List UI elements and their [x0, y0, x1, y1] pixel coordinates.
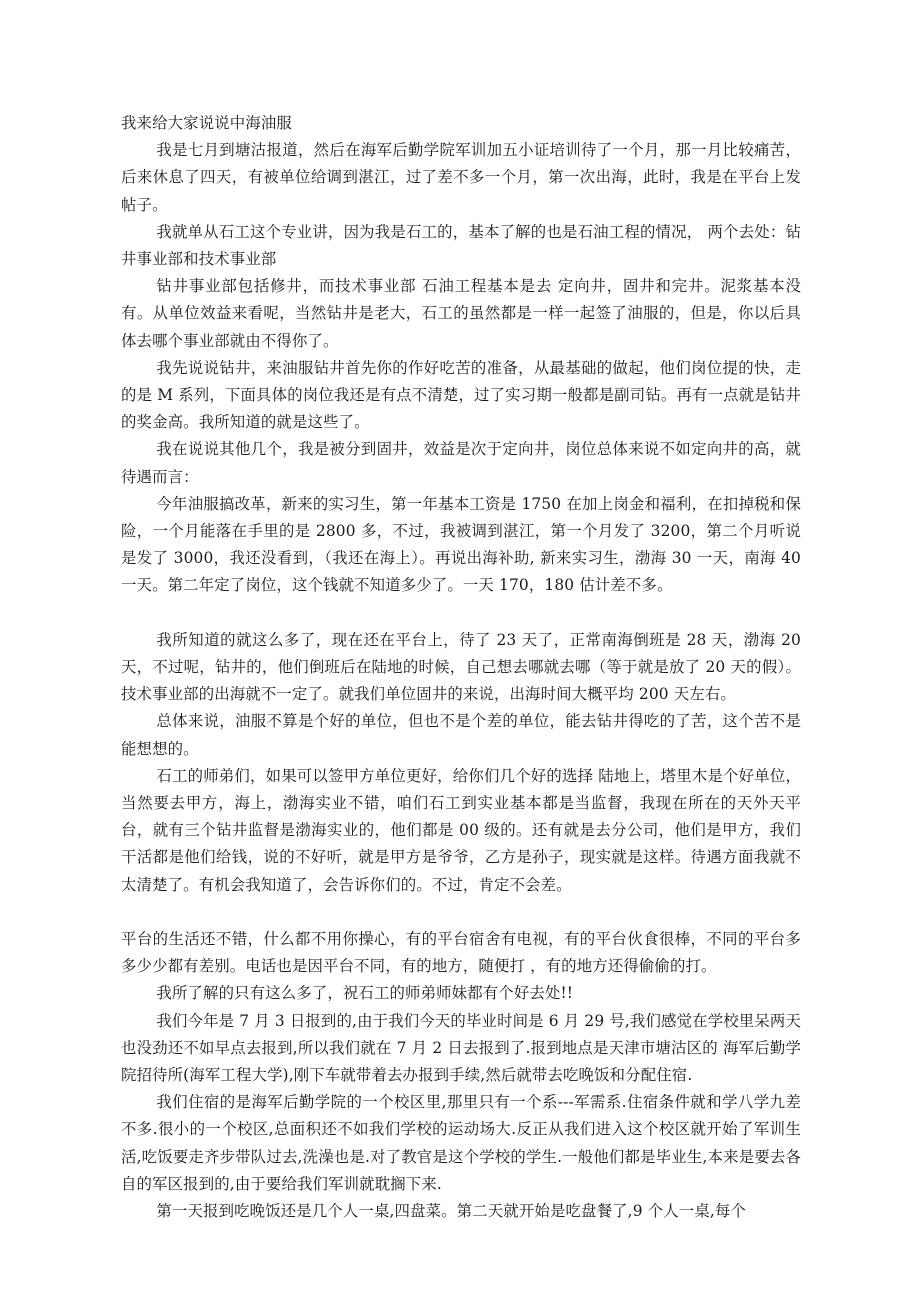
paragraph-7: 我所知道的就这么多了，现在还在平台上，待了 23 天了，正常南海倒班是 28 天，渤海 20 天，不过呢，钻井的，他们倒班后在陆地的时候，自己想去哪就去哪（等于就是放了 20 天的假）。技术事业部的出海就不一定了。就我们单位固井的来说，出海时间大概平均 200 天左右。: [121, 630, 801, 704]
document-title-line: 我来给大家说说中海油服: [121, 114, 292, 132]
paragraph-4: 我先说说钻井，来油服钻井首先你的作好吃苦的准备，从最基础的做起，他们岗位提的快，走的是 M 系列，下面具体的岗位我还是有点不清楚，过了实习期一般都是副司钻。再有一点就是钻井的奖金高。我所知道的就是这些了。: [121, 358, 801, 432]
paragraph-11: 我所了解的只有这么多了，祝石工的师弟师妹都有个好去处!!: [156, 984, 574, 1003]
document-text-body: [121, 110, 801, 1225]
paragraph-5: 我在说说其他几个，我是被分到固井，效益是次于定向井，岗位总体来说不如定向井的高，就待遇而言：: [121, 440, 801, 486]
paragraph-13: 我们住宿的是海军后勤学院的一个校区里,那里只有一个系---军需系.住宿条件就和学八学九差不多.很小的一个校区,总面积还不如我们学校的运动场大.反正从我们进入这个校区就开始了军训生活,吃饭要走齐步带队过去,洗澡也是.对了教官是这个学校的学生.一般他们都是毕业生,本来是要去各自的军区报到的,由于要给我们军训就耽搁下来.: [121, 1093, 801, 1193]
paragraph-10: 平台的生活还不错，什么都不用你操心，有的平台宿舍有电视，有的平台伙食很棒，不同的平台多多少少都有差别。电话也是因平台不同，有的地方，随便打 ，有的地方还得偷偷的打。: [121, 930, 801, 976]
paragraph-9: 石工的师弟们，如果可以签甲方单位更好，给你们几个好的选择 陆地上，塔里木是个好单位，当然要去甲方，海上，渤海实业不错，咱们石工到实业基本都是当监督，我现在所在的天外天平台，就有三个钻井监督是渤海实业的，他们都是 00 级的。还有就是去分公司，他们是甲方，我们干活都是他们给钱，说的不好听，就是甲方是爷爷，乙方是孙子，现实就是这样。待遇方面我就不太清楚了。有机会我知道了，会告诉你们的。不过，肯定不会差。: [121, 766, 801, 894]
paragraph-6: 今年油服搞改革，新来的实习生，第一年基本工资是 1750 在加上岗金和福利，在扣掉税和保险，一个月能落在手里的是 2800 多，不过，我被调到湛江，第一个月发了 3200，第二个月听说是发了 3000，我还没看到，（我还在海上）。再说出海补助, 新来实习生，渤海 30 一天，南海 40 一天。第二年定了岗位，这个钱就不知道多少了。一天 170，180 估计差不多。: [121, 494, 801, 595]
paragraph-14: 第一天报到吃晚饭还是几个人一桌,四盘菜。第二天就开始是吃盘餐了,9 个人一桌,每个: [156, 1202, 746, 1221]
paragraph-8: 总体来说，油服不算是个好的单位，但也不是个差的单位，能去钻井得吃的了苦，这个苦不是能想想的。: [121, 712, 801, 758]
paragraph-1: 我是七月到塘沽报道，然后在海军后勤学院军训加五小证培训待了一个月，那一月比较痛苦，后来休息了四天，有被单位给调到湛江，过了差不多一个月，第一次出海，此时，我是在平台上发帖子。: [121, 141, 801, 214]
paragraph-12: 我们今年是 7 月 3 日报到的,由于我们今天的毕业时间是 6 月 29 号,我们感觉在学校里呆两天也没劲还不如早点去报到,所以我们就在 7 月 2 日去报到了.报到地点是天津市塘沽区的 海军后勤学院招待所(海军工程大学),刚下车就带着去办报到手续,然后就带去吃晚饭和分配住宿.: [121, 1011, 801, 1085]
paragraph-3: 钻井事业部包括修井，而技术事业部 石油工程基本是去 定向井，固井和完井。泥浆基本没有。从单位效益来看呢，当然钻井是老大，石工的虽然都是一样一起签了油服的，但是，你以后具体去哪个事业部就由不得你了。: [121, 277, 801, 350]
paragraph-2: 我就单从石工这个专业讲，因为我是石工的，基本了解的也是石油工程的情况， 两个去处：钻井事业部和技术事业部: [121, 222, 801, 269]
